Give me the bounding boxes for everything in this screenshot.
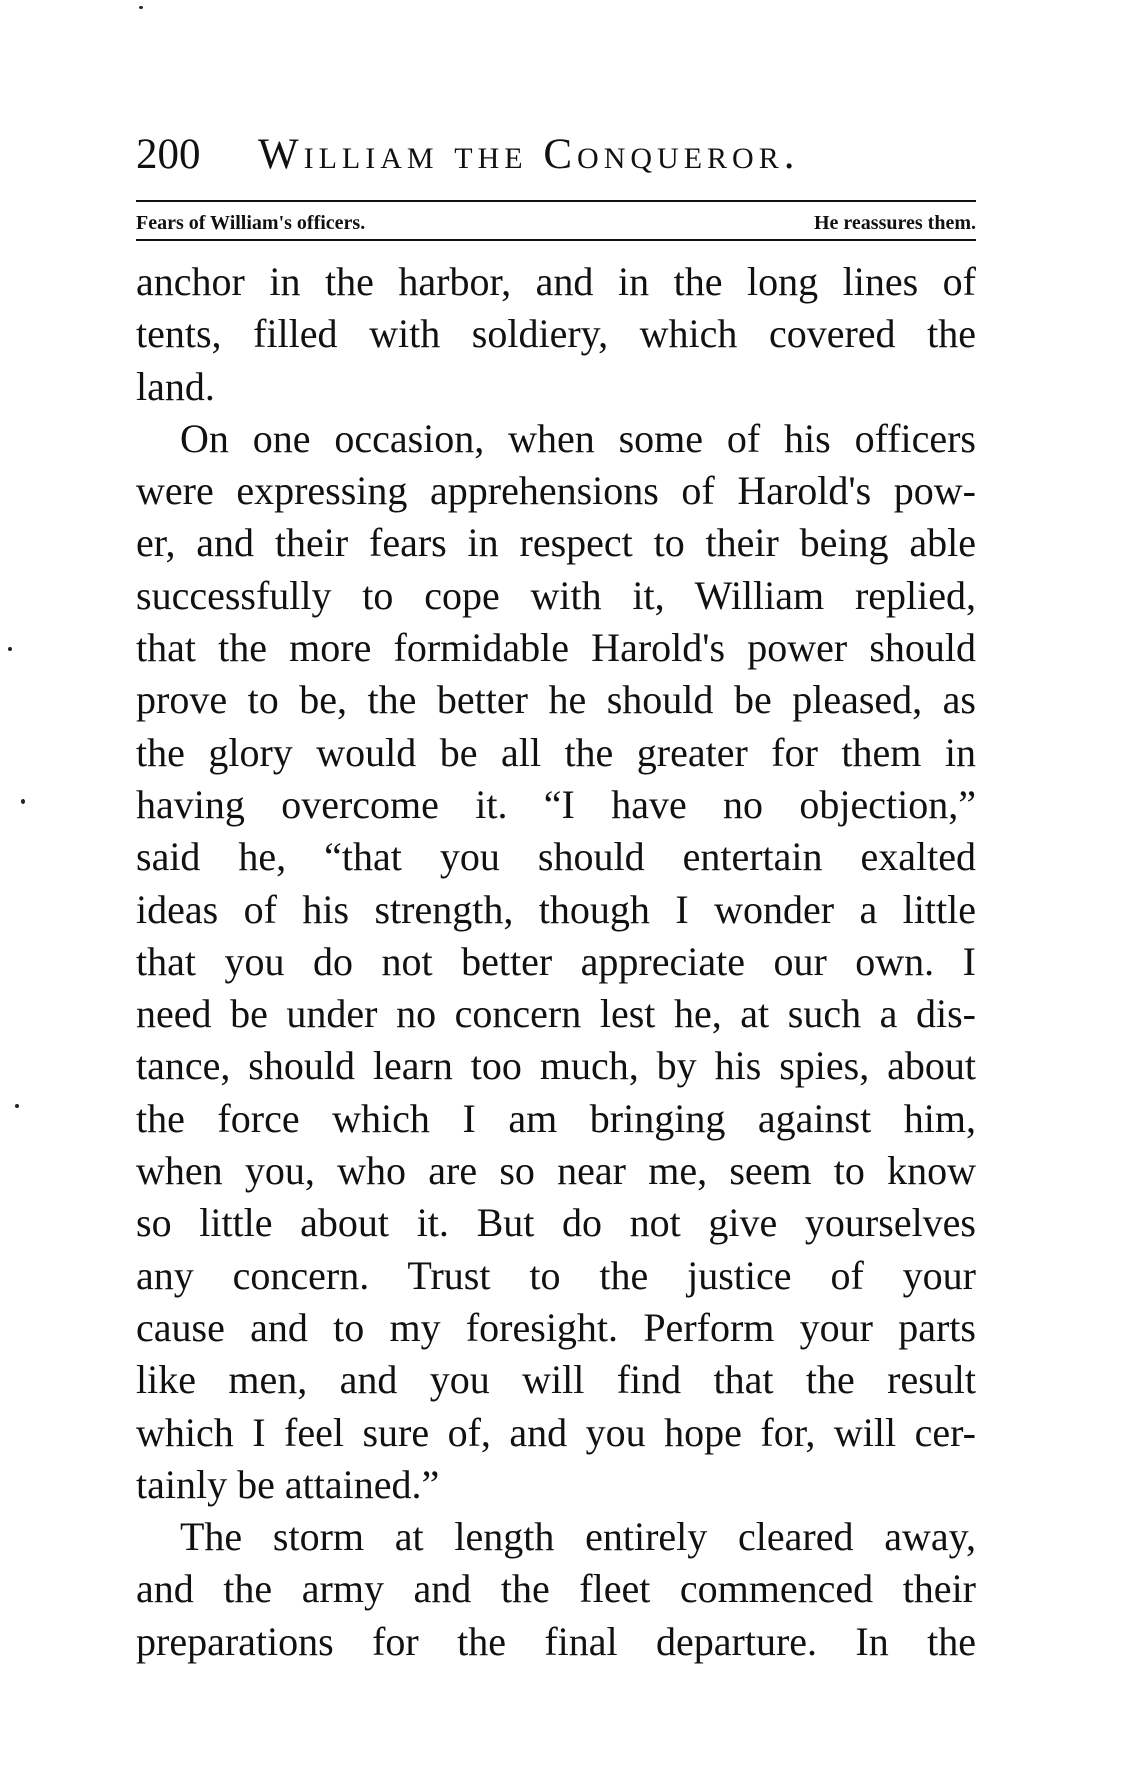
header-rule-bottom <box>136 239 976 241</box>
paragraph <box>136 1511 976 1668</box>
text-line: were expressing apprehensions of Harold's pow- <box>136 468 976 514</box>
text-line: that the more formidable Harold's power should <box>136 625 976 671</box>
text-line: cause and to my foresight. Perform your parts <box>136 1304 976 1350</box>
text-line: need be under no concern lest he, at such a dis- <box>136 991 976 1037</box>
text-line: prove to be, the better he should be pleased, as <box>136 677 976 723</box>
text-line: tainly be attained.” <box>136 1461 440 1507</box>
text-line: er, and their fears in respect to their being able <box>136 520 976 566</box>
text-line: preparations for the final departure. In the <box>136 1618 976 1664</box>
text-line: tance, should learn too much, by his spies, about <box>136 1043 976 1089</box>
text-line: like men, and you will find that the result <box>136 1357 976 1403</box>
page-header <box>136 125 976 185</box>
print-speck <box>15 1104 19 1108</box>
text-line: when you, who are so near me, seem to know <box>136 1148 976 1194</box>
print-speck <box>21 799 25 804</box>
text-line: land. <box>136 363 215 409</box>
text-line: the force which I am bringing against him, <box>136 1095 976 1141</box>
text-line: that you do not better appreciate our own. I <box>136 938 976 984</box>
text-line: The storm at length entirely cleared away, <box>180 1514 976 1560</box>
marginal-note-right: He reassures them. <box>813 212 976 234</box>
text-line: On one occasion, when some of his officers <box>180 415 976 461</box>
paragraph <box>136 256 976 413</box>
marginal-note-left: Fears of William's officers. <box>136 212 366 234</box>
text-line: tents, filled with soldiery, which covered the <box>136 311 976 357</box>
text-line: the glory would be all the greater for them in <box>136 729 976 775</box>
text-line: ideas of his strength, though I wonder a little <box>136 886 976 932</box>
text-line: any concern. Trust to the justice of your <box>136 1252 976 1298</box>
page-number: 200 <box>136 131 201 178</box>
text-line: said he, “that you should entertain exalted <box>136 834 976 880</box>
print-speck <box>8 647 12 651</box>
print-speck <box>139 6 143 9</box>
header-rule-top <box>136 200 976 202</box>
running-title: William the Conqueror. <box>258 131 800 178</box>
text-line: having overcome it. “I have no objection,” <box>136 781 976 827</box>
text-line: and the army and the fleet commenced their <box>136 1566 976 1612</box>
text-line: successfully to cope with it, William replied, <box>136 572 976 618</box>
text-line: which I feel sure of, and you hope for, will cer- <box>136 1409 976 1455</box>
paragraph <box>136 413 976 1511</box>
text-line: so little about it. But do not give yourselves <box>136 1200 976 1246</box>
text-line: anchor in the harbor, and in the long lines of <box>136 259 976 304</box>
body-text <box>136 256 976 1668</box>
